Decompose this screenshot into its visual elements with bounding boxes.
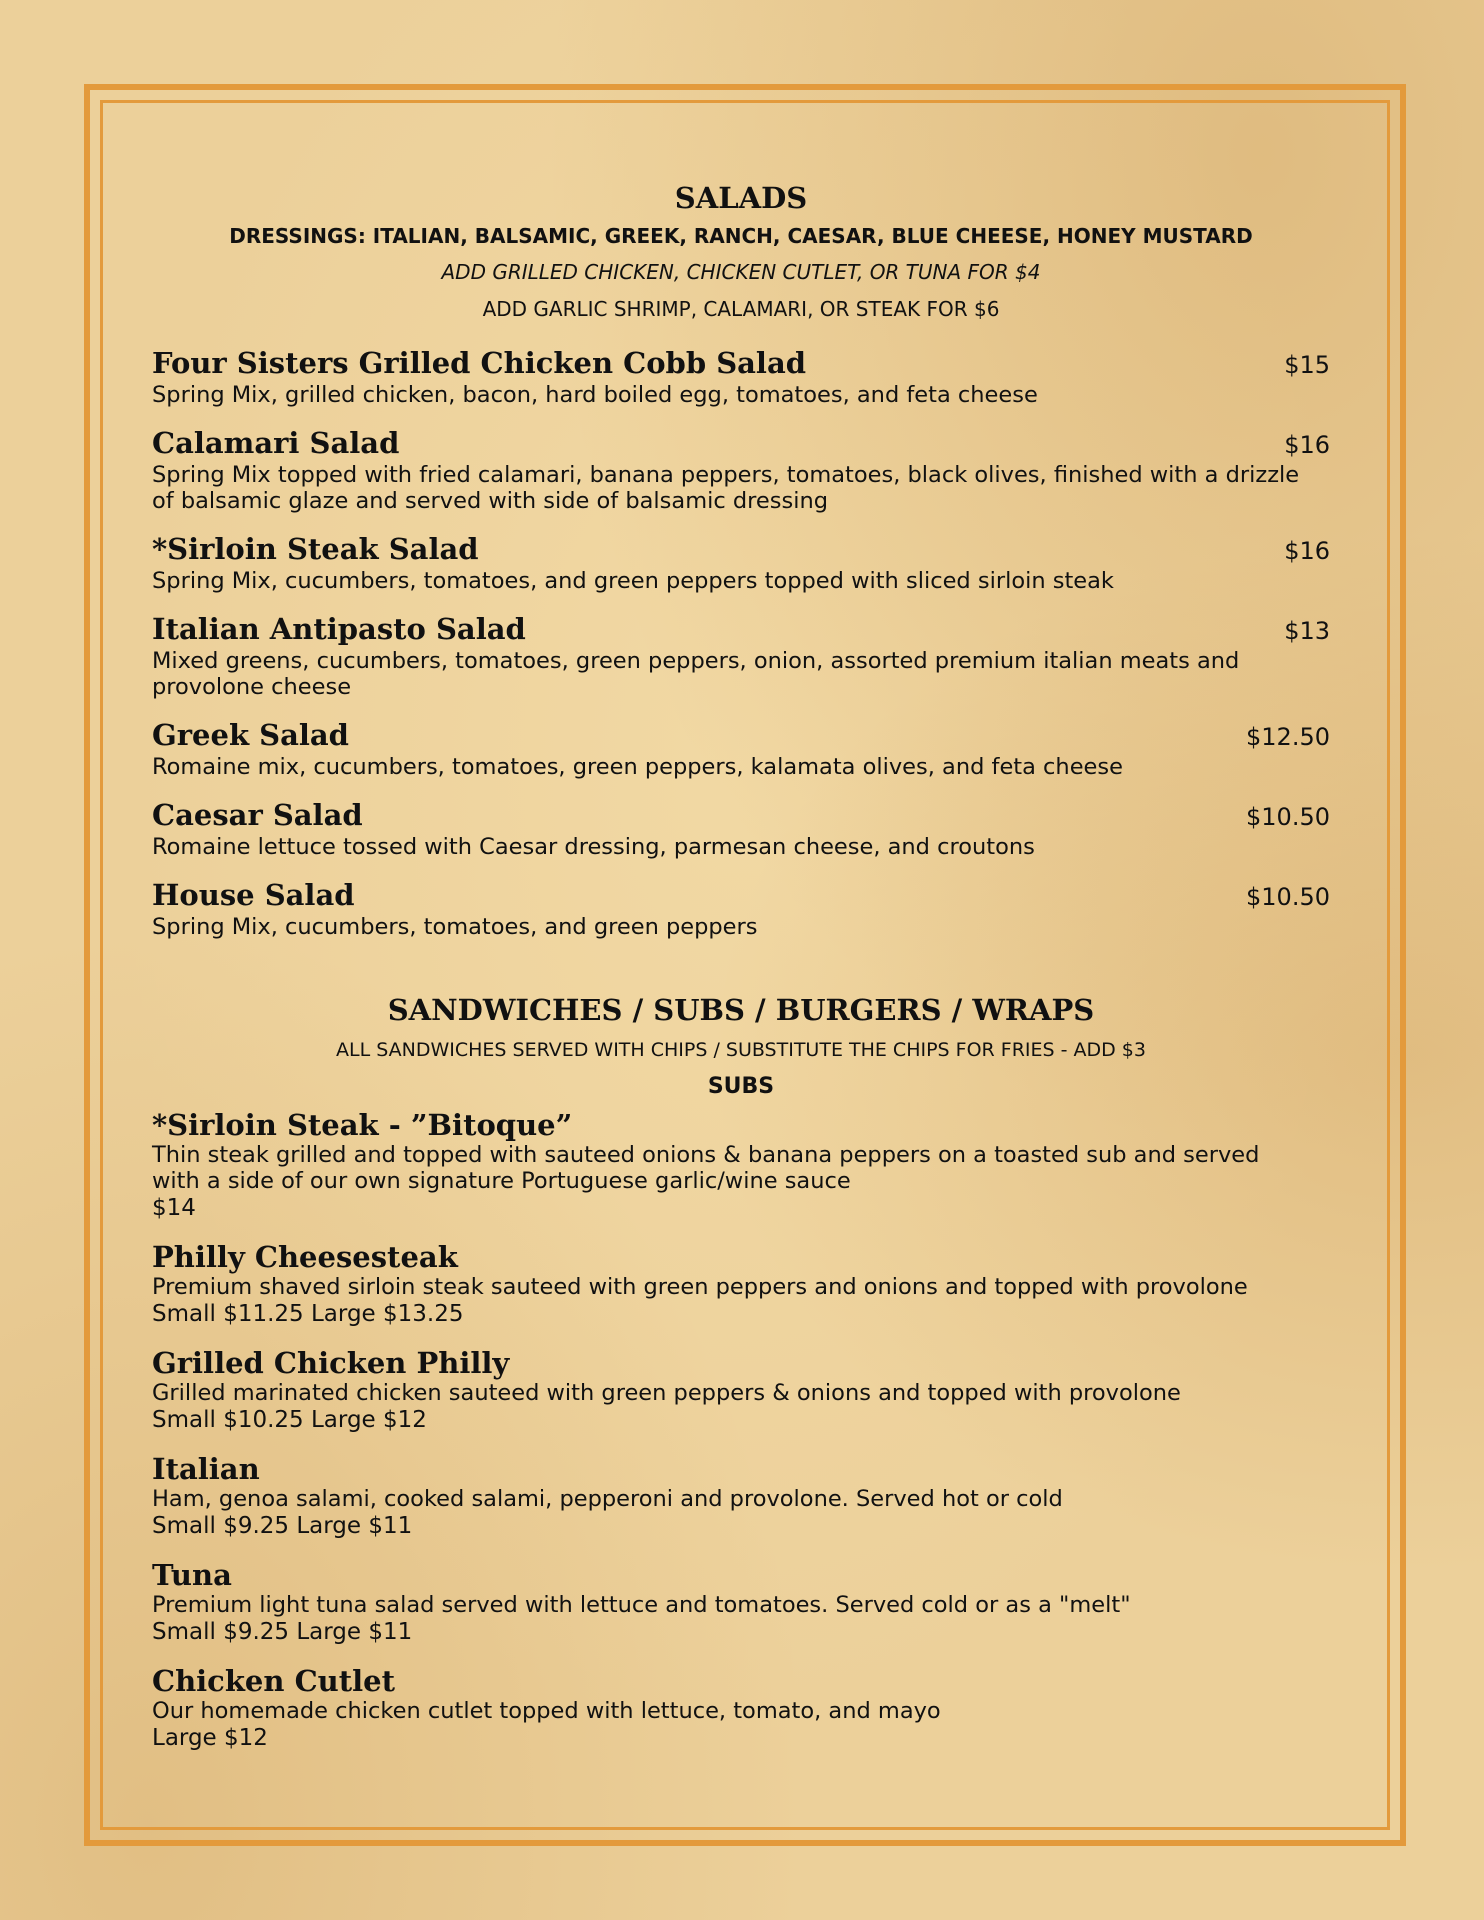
salads-header [152, 178, 1330, 328]
item-name: Chicken Cutlet [152, 1664, 395, 1698]
sandwiches-note: ALL SANDWICHES SERVED WITH CHIPS / SUBSTITUTE THE CHIPS FOR FRIES - ADD $3 [336, 1039, 1146, 1061]
salad-item [152, 612, 1330, 700]
item-price: Small $10.25 Large $12 [152, 1407, 427, 1433]
item-name: House Salad [152, 878, 355, 912]
item-price: Small $11.25 Large $13.25 [152, 1301, 464, 1327]
item-name: Tuna [152, 1558, 232, 1592]
sandwiches-header [152, 990, 1330, 1104]
item-description: Premium shaved sirloin steak sauteed with green peppers and onions and topped with provolone [152, 1274, 1248, 1300]
salads-title: SALADS [674, 181, 808, 215]
item-name: Four Sisters Grilled Chicken Cobb Salad [152, 346, 807, 380]
item-name: Calamari Salad [152, 426, 400, 460]
item-description: Spring Mix, cucumbers, tomatoes, and green peppers topped with sliced sirloin steak [152, 568, 1114, 594]
add-seafood-line: ADD GARLIC SHRIMP, CALAMARI, OR STEAK FOR $6 [482, 297, 1000, 321]
sub-item [152, 1240, 1330, 1328]
sandwiches-title: SANDWICHES / SUBS / BURGERS / WRAPS [387, 993, 1095, 1027]
item-description: Grilled marinated chicken sauteed with green peppers & onions and topped with provolone [152, 1380, 1181, 1406]
salad-item [152, 878, 1330, 940]
item-description: Romaine mix, cucumbers, tomatoes, green peppers, kalamata olives, and feta cheese [152, 754, 1123, 780]
item-description: Mixed greens, cucumbers, tomatoes, green peppers, onion, assorted premium italian meats and provolone cheese [152, 648, 1240, 700]
item-price: Small $9.25 Large $11 [152, 1513, 413, 1539]
item-price: $16 [1284, 537, 1330, 565]
subs-heading: SUBS [707, 1074, 775, 1099]
item-price: $12.50 [1246, 723, 1330, 751]
menu-page [152, 178, 1330, 1752]
item-price: $16 [1284, 431, 1330, 459]
sub-item [152, 1346, 1330, 1434]
item-price: $10.50 [1246, 883, 1330, 911]
item-name: Italian Antipasto Salad [152, 612, 526, 646]
salad-item [152, 346, 1330, 408]
subs-list [152, 1108, 1330, 1752]
item-name: Caesar Salad [152, 798, 363, 832]
item-name: *Sirloin Steak Salad [152, 532, 479, 566]
salad-item [152, 426, 1330, 514]
item-description: Our homemade chicken cutlet topped with lettuce, tomato, and mayo [152, 1698, 941, 1724]
item-description: Ham, genoa salami, cooked salami, pepperoni and provolone. Served hot or cold [152, 1486, 1063, 1512]
item-description: Romaine lettuce tossed with Caesar dressing, parmesan cheese, and croutons [152, 834, 1035, 860]
sub-item [152, 1108, 1330, 1222]
item-name: Philly Cheesesteak [152, 1240, 458, 1274]
add-protein-line: ADD GRILLED CHICKEN, CHICKEN CUTLET, OR TUNA FOR $4 [441, 260, 1041, 284]
item-name: Greek Salad [152, 718, 349, 752]
item-name: *Sirloin Steak - ”Bitoque” [152, 1108, 573, 1142]
sub-item [152, 1558, 1330, 1646]
item-price: Small $9.25 Large $11 [152, 1619, 413, 1645]
item-description: Premium light tuna salad served with lettuce and tomatoes. Served cold or as a "melt" [152, 1592, 1131, 1618]
dressings-line: DRESSINGS: ITALIAN, BALSAMIC, GREEK, RANCH, CAESAR, BLUE CHEESE, HONEY MUSTARD [229, 224, 1253, 248]
item-price: $10.50 [1246, 803, 1330, 831]
item-price: Large $12 [152, 1725, 268, 1751]
item-price: $15 [1284, 351, 1330, 379]
salads-list [152, 346, 1330, 940]
item-name: Grilled Chicken Philly [152, 1346, 510, 1380]
salad-item [152, 718, 1330, 780]
item-description: Thin steak grilled and topped with sauteed onions & banana peppers on a toasted sub and served with a side of our own signature Portuguese garlic/wine sauce [152, 1142, 1260, 1194]
item-price: $14 [152, 1195, 196, 1221]
item-description: Spring Mix, grilled chicken, bacon, hard boiled egg, tomatoes, and feta cheese [152, 382, 1038, 408]
salad-item [152, 798, 1330, 860]
item-price: $13 [1284, 617, 1330, 645]
item-name: Italian [152, 1452, 260, 1486]
sub-item [152, 1664, 1330, 1752]
sub-item [152, 1452, 1330, 1540]
item-description: Spring Mix topped with fried calamari, banana peppers, tomatoes, black olives, finished with a drizzle of balsamic glaze and served with side of balsamic dressing [152, 462, 1300, 514]
item-description: Spring Mix, cucumbers, tomatoes, and green peppers [152, 914, 758, 940]
salad-item [152, 532, 1330, 594]
